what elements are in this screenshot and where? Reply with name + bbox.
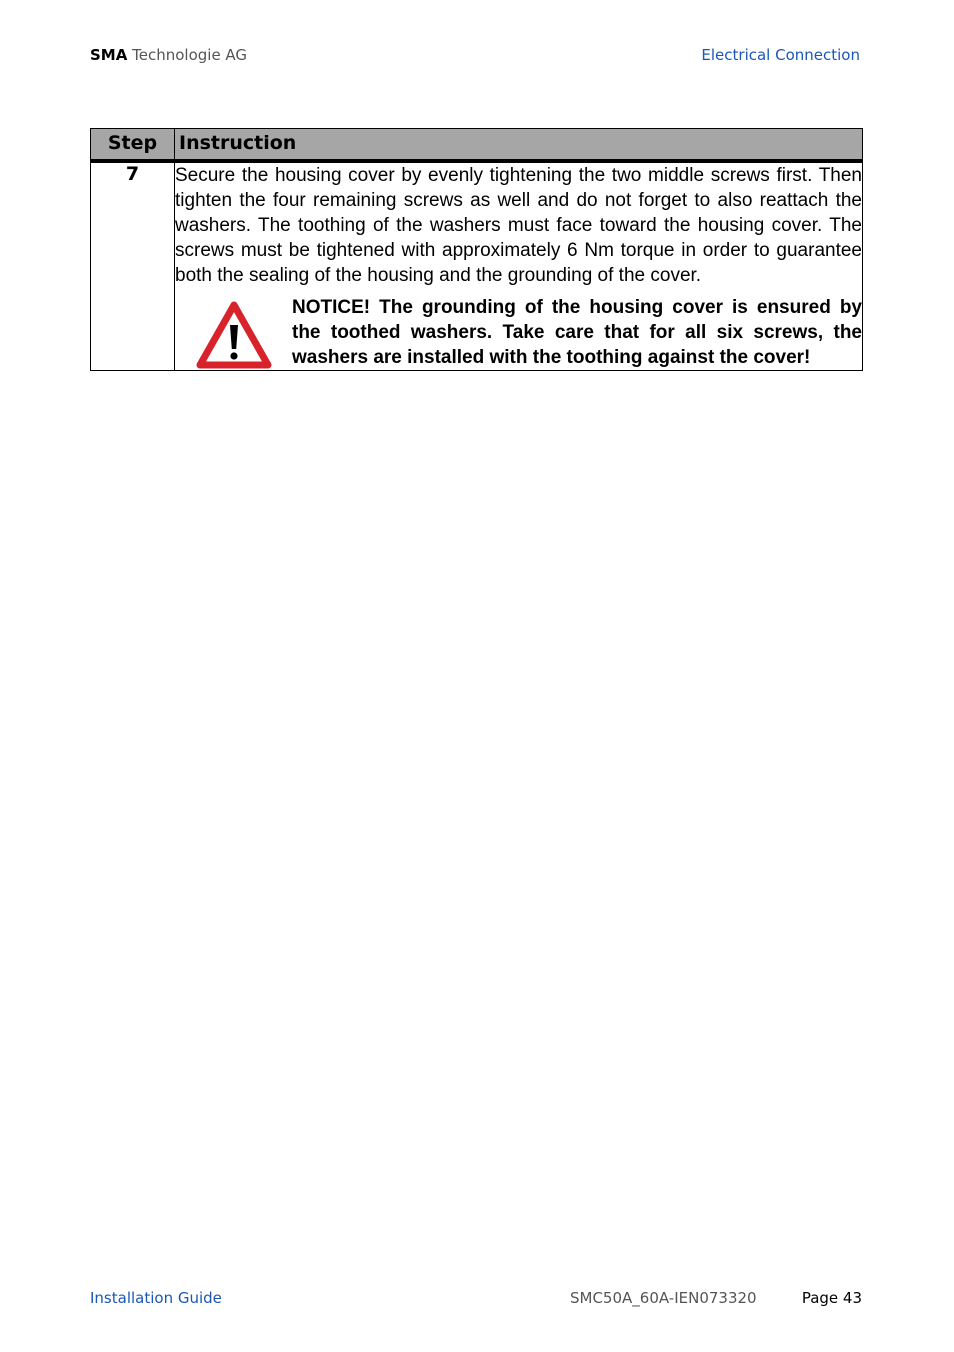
page-header-company (90, 45, 247, 65)
notice-block (175, 295, 862, 370)
brand-name: SMA (90, 46, 128, 64)
instruction-table (90, 128, 863, 371)
warning-triangle-icon (175, 295, 292, 370)
section-title: Electrical Connection (701, 46, 860, 64)
footer-document-id: SMC50A_60A-IEN073320 (570, 1289, 757, 1307)
notice-text: NOTICE! The grounding of the housing cover is ensured by the toothed washers. Take care that for all six screws, the washers are installed with the toothing against the cover! (292, 296, 862, 368)
company-name: Technologie AG (132, 46, 248, 64)
column-header-instruction: Instruction (175, 129, 863, 161)
column-header-step: Step (91, 129, 175, 161)
footer-page-number: Page 43 (801, 1289, 862, 1307)
footer-guide-title: Installation Guide (90, 1289, 222, 1307)
table-row (91, 161, 863, 371)
instruction-text: Secure the housing cover by evenly tightening the two middle screws first. Then tighten the four remaining screws as well and do not forget to also reattach the washers. The toothing of the washers must face toward the housing cover. The screws must be tightened with approximately 6 Nm torque in order to guarantee both the sealing of the housing and the grounding of the cover. (175, 164, 862, 286)
instruction-cell (175, 161, 863, 371)
table-header-row (91, 129, 863, 161)
step-number: 7 (91, 161, 175, 371)
